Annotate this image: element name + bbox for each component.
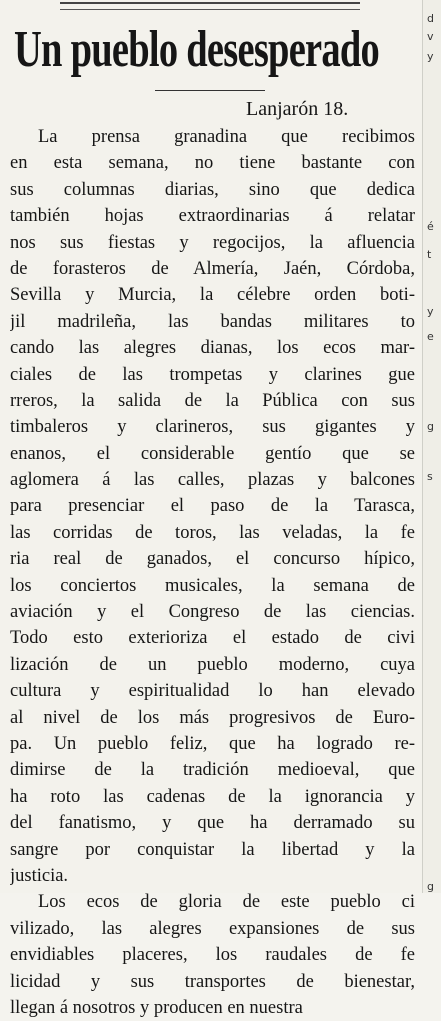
headline-text: Un pueblo desesperado	[14, 21, 380, 78]
text-line: cando las alegres dianas, los ecos mar-	[10, 338, 415, 359]
text-line: sangre por conquistar la libertad y la	[10, 839, 415, 860]
text-line: cultura y espiritualidad lo han elevado	[10, 681, 415, 702]
text-line: pa. Un pueblo feliz, que ha logrado re-	[10, 733, 415, 754]
text-line: ha roto las cadenas de la ignorancia y	[10, 786, 415, 807]
text-line: jil madrileña, las bandas militares to	[10, 311, 415, 332]
text-line: rreros, la salida de la Pública con sus	[10, 390, 415, 411]
text-line: timbaleros y clarineros, sus gigantes y	[10, 417, 415, 438]
text-line: en esta semana, no tiene bastante con	[10, 153, 415, 174]
text-line: del fanatismo, y que ha derramado su	[10, 813, 415, 834]
margin-fragment: d	[427, 12, 434, 25]
text-line: ciales de las trompetas y clarines gue	[10, 364, 415, 385]
text-line: de forasteros de Almería, Jaén, Córdoba,	[10, 258, 415, 279]
text-line: aglomera á las calles, plazas y balcones	[10, 470, 415, 491]
text-line: licidad y sus transportes de bienestar,	[10, 971, 415, 992]
margin-fragment: v	[427, 30, 434, 43]
headline-rule	[155, 90, 265, 91]
text-line: llegan á nosotros y producen en nuestra	[10, 997, 303, 1018]
margin-fragment: t	[427, 248, 432, 261]
margin-fragment: y	[427, 305, 434, 318]
text-line: también hojas extraordinarias á relatar	[10, 206, 415, 227]
headline	[14, 14, 380, 86]
text-line: enanos, el considerable gentío que se	[10, 443, 415, 464]
margin-fragment: s	[427, 470, 433, 483]
dateline: Lanjarón 18.	[246, 98, 349, 120]
article-body	[10, 124, 415, 1021]
margin-fragment: g	[427, 420, 434, 433]
margin-fragment: e	[427, 330, 434, 343]
text-line: vilizado, las alegres expansiones de sus	[10, 918, 415, 939]
text-line: los conciertos musicales, la semana de	[10, 575, 415, 596]
text-line: Sevilla y Murcia, la célebre orden boti-	[10, 285, 415, 306]
text-line: Los ecos de gloria de este pueblo ci	[38, 892, 415, 913]
text-line: ria real de ganados, el concurso hípico,	[10, 549, 415, 570]
text-line: para presenciar el paso de la Tarasca,	[10, 496, 415, 517]
text-line: dimirse de la tradición medioeval, que	[10, 760, 415, 781]
margin-fragment: é	[427, 220, 434, 233]
text-line: aviación y el Congreso de las ciencias.	[10, 602, 415, 623]
text-line: sus columnas diarias, sino que dedica	[10, 179, 415, 200]
text-line: justicia.	[10, 865, 69, 886]
text-line: las corridas de toros, las veladas, la fe	[10, 522, 415, 543]
margin-fragment: y	[427, 50, 434, 63]
text-line: nos sus fiestas y regocijos, la afluencia	[10, 232, 415, 253]
top-rule	[60, 2, 360, 10]
text-line: La prensa granadina que recibimos	[38, 127, 415, 147]
margin-fragment: g	[427, 880, 434, 893]
text-line: lización de un pueblo moderno, cuya	[10, 654, 415, 675]
text-line: al nivel de los más progresivos de Euro-	[10, 707, 415, 728]
adjacent-column-edge	[422, 0, 441, 893]
text-line: Todo esto exterioriza el estado de civi	[10, 628, 415, 649]
text-line: envidiables placeres, los raudales de fe	[10, 945, 415, 966]
